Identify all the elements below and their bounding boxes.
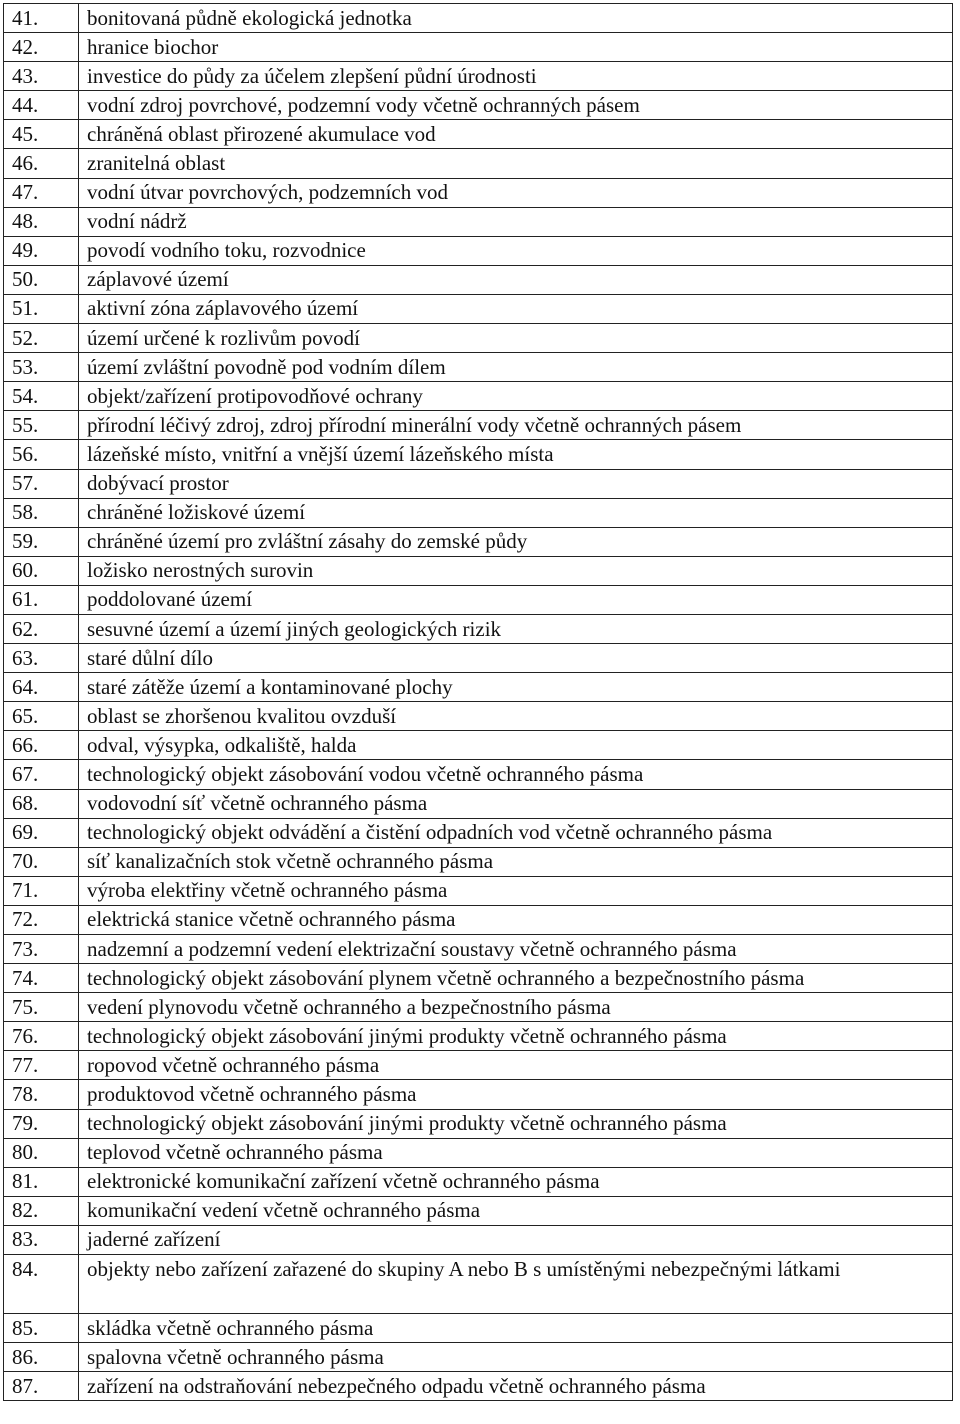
row-number: 52. [4,324,79,353]
row-text: odval, výsypka, odkaliště, halda [79,731,953,760]
row-number: 70. [4,847,79,876]
row-number: 77. [4,1051,79,1080]
row-text: objekt/zařízení protipovodňové ochrany [79,382,953,411]
table-body [4,4,953,1401]
row-number: 46. [4,149,79,178]
table-row [4,440,953,469]
table-row [4,33,953,62]
row-text: technologický objekt odvádění a čistění odpadních vod včetně ochranného pásma [79,818,953,847]
row-number: 58. [4,498,79,527]
table-row [4,1109,953,1138]
table-row [4,1051,953,1080]
table-row [4,353,953,382]
row-number: 59. [4,527,79,556]
table-row [4,847,953,876]
row-number: 74. [4,964,79,993]
table-row [4,702,953,731]
row-number: 65. [4,702,79,731]
row-text: záplavové území [79,265,953,294]
row-text: výroba elektřiny včetně ochranného pásma [79,876,953,905]
row-number: 44. [4,91,79,120]
row-text: území zvláštní povodně pod vodním dílem [79,353,953,382]
row-number: 64. [4,673,79,702]
row-text: chráněná oblast přirozené akumulace vod [79,120,953,149]
row-text: zařízení na odstraňování nebezpečného odpadu včetně ochranného pásma [79,1372,953,1401]
row-text: aktivní zóna záplavového území [79,294,953,323]
table-row [4,556,953,585]
table-row [4,498,953,527]
row-text: sesuvné území a území jiných geologických rizik [79,614,953,643]
row-number: 47. [4,178,79,207]
table-row [4,818,953,847]
table-row [4,789,953,818]
row-number: 63. [4,644,79,673]
row-number: 60. [4,556,79,585]
table-row [4,120,953,149]
row-text: bonitovaná půdně ekologická jednotka [79,4,953,33]
table-row [4,1314,953,1343]
table-row [4,935,953,964]
table-row [4,1196,953,1225]
table-row [4,324,953,353]
table-row [4,149,953,178]
row-number: 41. [4,4,79,33]
row-text: vedení plynovodu včetně ochranného a bezpečnostního pásma [79,993,953,1022]
row-number: 55. [4,411,79,440]
table-row [4,265,953,294]
row-text: chráněné ložiskové území [79,498,953,527]
row-number: 73. [4,935,79,964]
row-text: poddolované území [79,585,953,614]
row-number: 61. [4,585,79,614]
table-row [4,469,953,498]
table-row [4,178,953,207]
row-text: zranitelná oblast [79,149,953,178]
row-text: technologický objekt zásobování jinými produkty včetně ochranného pásma [79,1022,953,1051]
row-number: 82. [4,1196,79,1225]
row-text: skládka včetně ochranného pásma [79,1314,953,1343]
row-number: 42. [4,33,79,62]
row-text: jaderné zařízení [79,1225,953,1254]
row-text: území určené k rozlivům povodí [79,324,953,353]
table-row [4,964,953,993]
row-number: 56. [4,440,79,469]
table-row [4,760,953,789]
table-row [4,1225,953,1254]
row-text: vodovodní síť včetně ochranného pásma [79,789,953,818]
table-row [4,1255,953,1314]
table-row [4,614,953,643]
row-text: přírodní léčivý zdroj, zdroj přírodní minerální vody včetně ochranných pásem [79,411,953,440]
table-row [4,62,953,91]
row-number: 76. [4,1022,79,1051]
row-text: investice do půdy za účelem zlepšení půdní úrodnosti [79,62,953,91]
table-row [4,527,953,556]
row-text: vodní nádrž [79,207,953,236]
row-number: 87. [4,1372,79,1401]
row-text: technologický objekt zásobování plynem včetně ochranného a bezpečnostního pásma [79,964,953,993]
row-number: 79. [4,1109,79,1138]
row-number: 66. [4,731,79,760]
row-text: spalovna včetně ochranného pásma [79,1343,953,1372]
row-number: 54. [4,382,79,411]
row-text: nadzemní a podzemní vedení elektrizační soustavy včetně ochranného pásma [79,935,953,964]
row-number: 71. [4,876,79,905]
row-text: technologický objekt zásobování jinými produkty včetně ochranného pásma [79,1109,953,1138]
table-row [4,1167,953,1196]
table-row [4,207,953,236]
row-number: 78. [4,1080,79,1109]
row-text: teplovod včetně ochranného pásma [79,1138,953,1167]
table-row [4,1372,953,1401]
row-number: 80. [4,1138,79,1167]
row-text: lázeňské místo, vnitřní a vnější území lázeňského místa [79,440,953,469]
row-text: vodní zdroj povrchové, podzemní vody včetně ochranných pásem [79,91,953,120]
row-text: elektronické komunikační zařízení včetně ochranného pásma [79,1167,953,1196]
row-number: 85. [4,1314,79,1343]
row-number: 57. [4,469,79,498]
row-text: vodní útvar povrchových, podzemních vod [79,178,953,207]
row-text: technologický objekt zásobování vodou včetně ochranného pásma [79,760,953,789]
row-text: komunikační vedení včetně ochranného pásma [79,1196,953,1225]
table-row [4,294,953,323]
row-number: 45. [4,120,79,149]
table-row [4,1080,953,1109]
row-number: 75. [4,993,79,1022]
row-text: dobývací prostor [79,469,953,498]
row-number: 69. [4,818,79,847]
row-text: objekty nebo zařízení zařazené do skupiny A nebo B s umístěnými nebezpečnými látkami [79,1255,953,1314]
row-number: 51. [4,294,79,323]
row-number: 43. [4,62,79,91]
table-row [4,91,953,120]
row-text: hranice biochor [79,33,953,62]
row-text: produktovod včetně ochranného pásma [79,1080,953,1109]
row-number: 84. [4,1255,79,1314]
row-number: 81. [4,1167,79,1196]
table-row [4,585,953,614]
row-number: 49. [4,236,79,265]
table-row [4,905,953,934]
items-table [3,3,953,1401]
row-number: 48. [4,207,79,236]
row-text: oblast se zhoršenou kvalitou ovzduší [79,702,953,731]
table-row [4,382,953,411]
row-text: síť kanalizačních stok včetně ochranného pásma [79,847,953,876]
row-number: 72. [4,905,79,934]
row-text: staré zátěže území a kontaminované plochy [79,673,953,702]
table-row [4,673,953,702]
row-text: staré důlní dílo [79,644,953,673]
table-row [4,644,953,673]
row-number: 86. [4,1343,79,1372]
table-row [4,1022,953,1051]
row-number: 83. [4,1225,79,1254]
table-row [4,1343,953,1372]
row-number: 68. [4,789,79,818]
row-text: povodí vodního toku, rozvodnice [79,236,953,265]
row-text: ložisko nerostných surovin [79,556,953,585]
table-row [4,411,953,440]
row-text: chráněné území pro zvláštní zásahy do zemské půdy [79,527,953,556]
row-text: elektrická stanice včetně ochranného pásma [79,905,953,934]
row-number: 62. [4,614,79,643]
table-row [4,236,953,265]
row-text: ropovod včetně ochranného pásma [79,1051,953,1080]
table-row [4,1138,953,1167]
table-row [4,731,953,760]
table-row [4,4,953,33]
table-row [4,993,953,1022]
table-row [4,876,953,905]
row-number: 67. [4,760,79,789]
row-number: 53. [4,353,79,382]
row-number: 50. [4,265,79,294]
